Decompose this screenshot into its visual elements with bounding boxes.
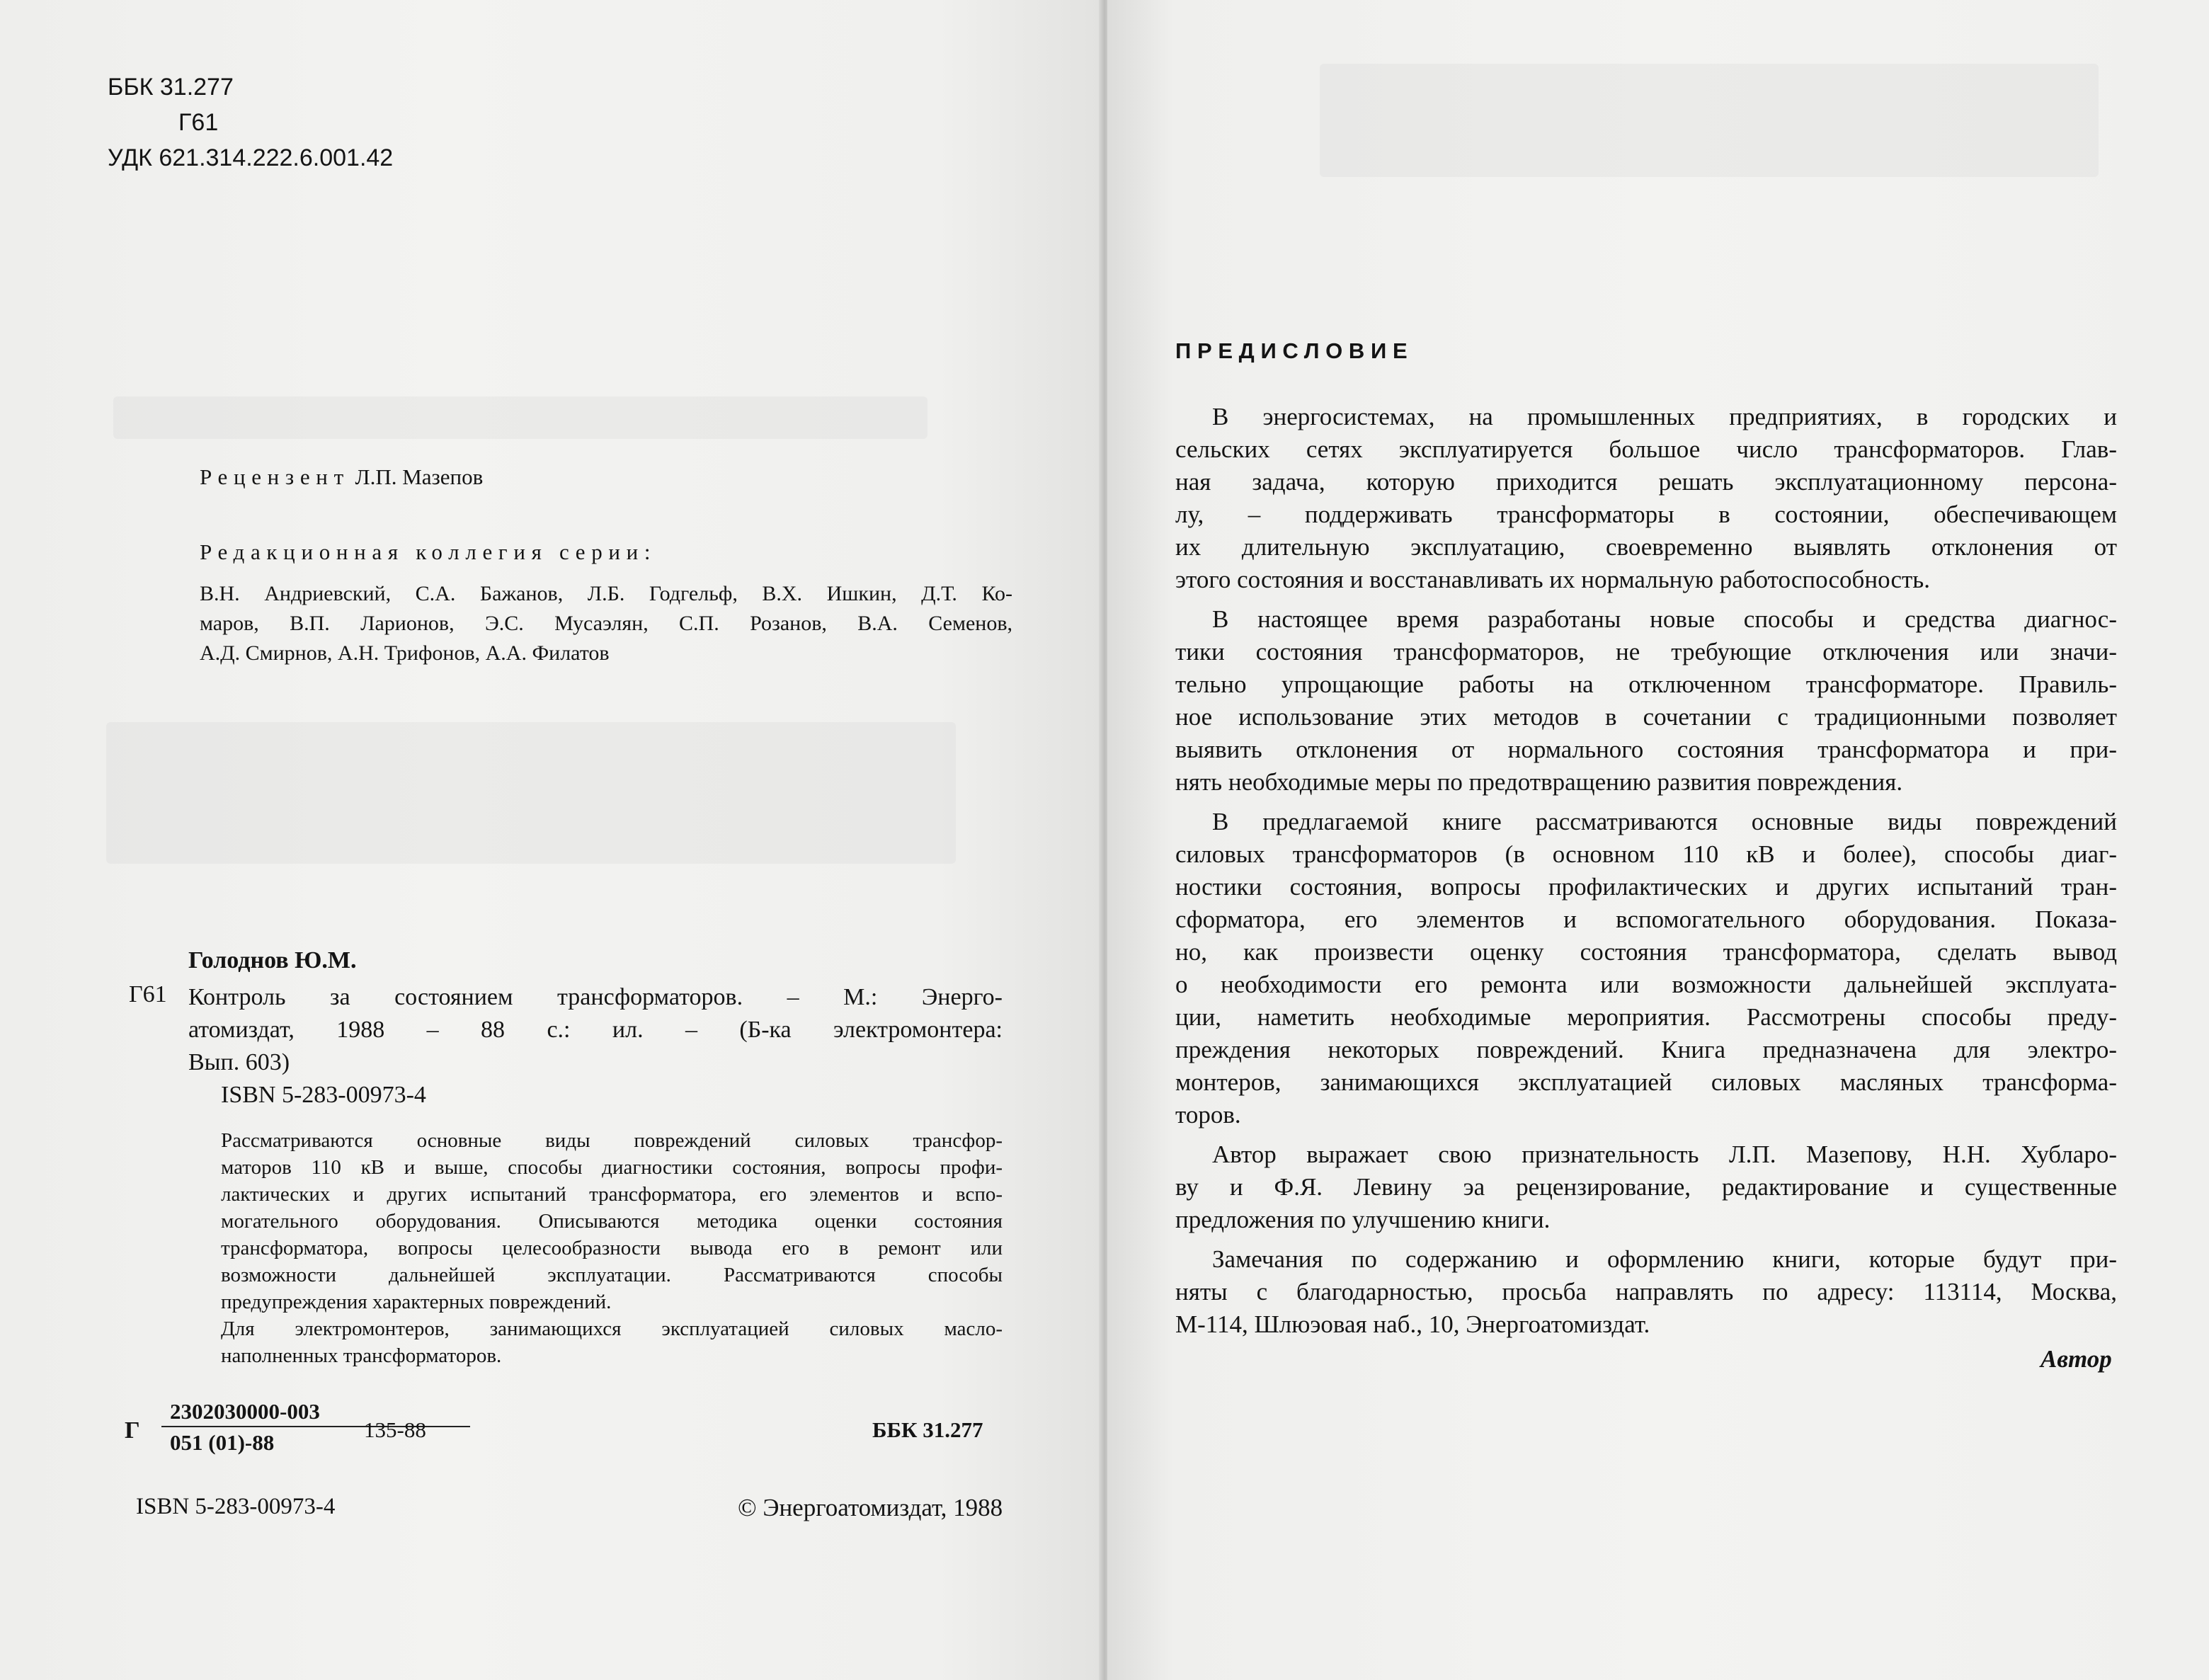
preface-line: Автор выражает свою признательность Л.П. Мазепову, Н.Н. Хубларо- <box>1212 1141 2117 1168</box>
show-through <box>106 722 956 864</box>
annotation-line: предупреждения характерных повреждений. <box>221 1291 612 1313</box>
udk-code: УДК 621.314.222.6.001.42 <box>108 144 394 171</box>
preface-line: сформатора, его элементов и вспомогательного оборудования. Показа- <box>1175 905 2117 933</box>
annotation-line: лактических и других испытаний трансформатора, его элементов и вспо- <box>221 1183 1003 1206</box>
preface-paragraph <box>1175 603 2117 799</box>
entry-author: Голоднов Ю.М. <box>188 947 357 973</box>
right-page <box>1107 0 2209 1680</box>
reviewer-line <box>200 464 483 490</box>
preface-line: монтеров, занимающихся эксплуатацией силовых масляных трансформа- <box>1175 1068 2117 1096</box>
preface-line: нять необходимые меры по предотвращению развития повреждения. <box>1175 768 1903 796</box>
preface-line: торов. <box>1175 1101 1241 1128</box>
preface-line: ву и Ф.Я. Левину эа рецензирование, редактирование и существенные <box>1175 1173 2117 1201</box>
show-through <box>1320 64 2099 177</box>
preface-paragraph <box>1175 1243 2117 1341</box>
entry-isbn: ISBN 5-283-00973-4 <box>221 1082 426 1108</box>
preface-line: тельно упрощающие работы на отключенном трансформаторе. Правиль- <box>1175 670 2117 698</box>
board-line: А.Д. Смирнов, А.Н. Трифонов, А.А. Филатов <box>200 641 610 665</box>
preface-line: преждения некоторых повреждений. Книга предназначена для электро- <box>1175 1036 2117 1063</box>
preface-line: няты с благодарностью, просьба направлять по адресу: 113114, Москва, <box>1175 1278 2117 1305</box>
board-line: маров, В.П. Ларионов, Э.С. Мусаэлян, С.П. Розанов, В.А. Семенов, <box>200 612 1012 635</box>
preface-line: ции, наметить необходимые мероприятия. Рассмотрены способы преду- <box>1175 1003 2117 1031</box>
preface-line: силовых трансформаторов (в основном 110 кВ и более), способы диаг- <box>1175 840 2117 868</box>
preface-line: ное использование этих методов в сочетании с традиционными позволяет <box>1175 703 2117 731</box>
bibliographic-description <box>188 981 1003 1079</box>
author-mark: Г61 <box>178 109 219 136</box>
preface-line: лу, – поддерживать трансформаторы в состоянии, обеспечивающем <box>1175 501 2117 528</box>
biblio-line: атомиздат, 1988 – 88 с.: ил. – (Б-ка электромонтера: <box>188 1017 1003 1043</box>
board-line: В.Н. Андриевский, С.А. Бажанов, Л.Б. Годгельф, В.Х. Ишкин, Д.Т. Ко- <box>200 582 1012 605</box>
preface-title: ПРЕДИСЛОВИЕ <box>1175 338 1414 363</box>
catalog-block <box>108 69 393 176</box>
entry-code: Г61 <box>129 981 167 1007</box>
show-through <box>113 396 927 439</box>
preface-line: В предлагаемой книге рассматриваются основные виды повреждений <box>1212 808 2117 835</box>
preface-paragraph <box>1175 806 2117 1131</box>
preface-line: о необходимости его ремонта или возможности дальнейшей эксплуата- <box>1175 971 2117 998</box>
formula-suffix: 135-88 <box>364 1417 426 1442</box>
formula-denominator: 051 (01)-88 <box>170 1430 275 1455</box>
preface-line: М-114, Шлюэовая наб., 10, Энергоатомиздат. <box>1175 1310 1650 1338</box>
audience-line: Для электромонтеров, занимающихся эксплуатацией силовых масло- <box>221 1318 1003 1340</box>
editorial-board-heading: Редакционная коллегия серии: <box>200 539 657 564</box>
biblio-line: Вып. 603) <box>188 1049 290 1075</box>
preface-body <box>1175 401 2117 1348</box>
reviewer-name: Л.П. Мазепов <box>355 464 484 489</box>
biblio-line: Контроль за состоянием трансформаторов. – М.: Энерго- <box>188 984 1003 1010</box>
preface-line: их длительную эксплуатацию, своевременно выявлять отклонения от <box>1175 533 2117 561</box>
bbk-bottom: ББК 31.277 <box>872 1417 983 1442</box>
preface-line: ностики состояния, вопросы профилактических и других испытаний тран- <box>1175 873 2117 901</box>
copyright-line: © Энергоатомиздат, 1988 <box>738 1494 1003 1521</box>
left-page <box>0 0 1102 1680</box>
preface-line: В настоящее время разработаны новые способы и средства диагнос- <box>1212 605 2117 633</box>
formula-letter: Г <box>125 1417 140 1444</box>
preface-line: но, как произвести оценку состояния трансформатора, сделать вывод <box>1175 938 2117 966</box>
annotation-line: маторов 110 кВ и выше, способы диагностики состояния, вопросы профи- <box>221 1156 1003 1179</box>
preface-line: предложения по улучшению книги. <box>1175 1206 1551 1233</box>
annotation <box>221 1127 1003 1369</box>
preface-signature: Автор <box>2040 1345 2112 1373</box>
annotation-line: Рассматриваются основные виды повреждений силовых трансфор- <box>221 1129 1003 1152</box>
isbn-bottom: ISBN 5-283-00973-4 <box>136 1494 336 1519</box>
preface-line: В энергосистемах, на промышленных предприятиях, в городских и <box>1212 403 2117 430</box>
formula-numerator: 2302030000-003 <box>161 1399 470 1427</box>
editorial-board-members <box>200 579 1012 668</box>
preface-line: Замечания по содержанию и оформлению книги, которые будут при- <box>1212 1245 2117 1273</box>
reviewer-label: Рецензент <box>200 464 350 489</box>
preface-line: выявить отклонения от нормального состояния трансформатора и при- <box>1175 736 2117 763</box>
annotation-line: трансформатора, вопросы целесообразности вывода его в ремонт или <box>221 1237 1003 1259</box>
preface-line: этого состояния и восстанавливать их нормальную работоспособность. <box>1175 566 1930 593</box>
preface-line: ная задача, которую приходится решать эксплуатационному персона- <box>1175 468 2117 496</box>
preface-line: сельских сетях эксплуатируется большое число трансформаторов. Глав- <box>1175 435 2117 463</box>
annotation-line: возможности дальнейшей эксплуатации. Рассматриваются способы <box>221 1264 1003 1286</box>
preface-line: тики состояния трансформаторов, не требующие отключения или значи- <box>1175 638 2117 665</box>
bbk-code: ББК 31.277 <box>108 74 234 101</box>
preface-paragraph <box>1175 401 2117 596</box>
annotation-line: могательного оборудования. Описываются методика оценки состояния <box>221 1210 1003 1233</box>
preface-paragraph <box>1175 1138 2117 1236</box>
audience-line: наполненных трансформаторов. <box>221 1344 502 1367</box>
